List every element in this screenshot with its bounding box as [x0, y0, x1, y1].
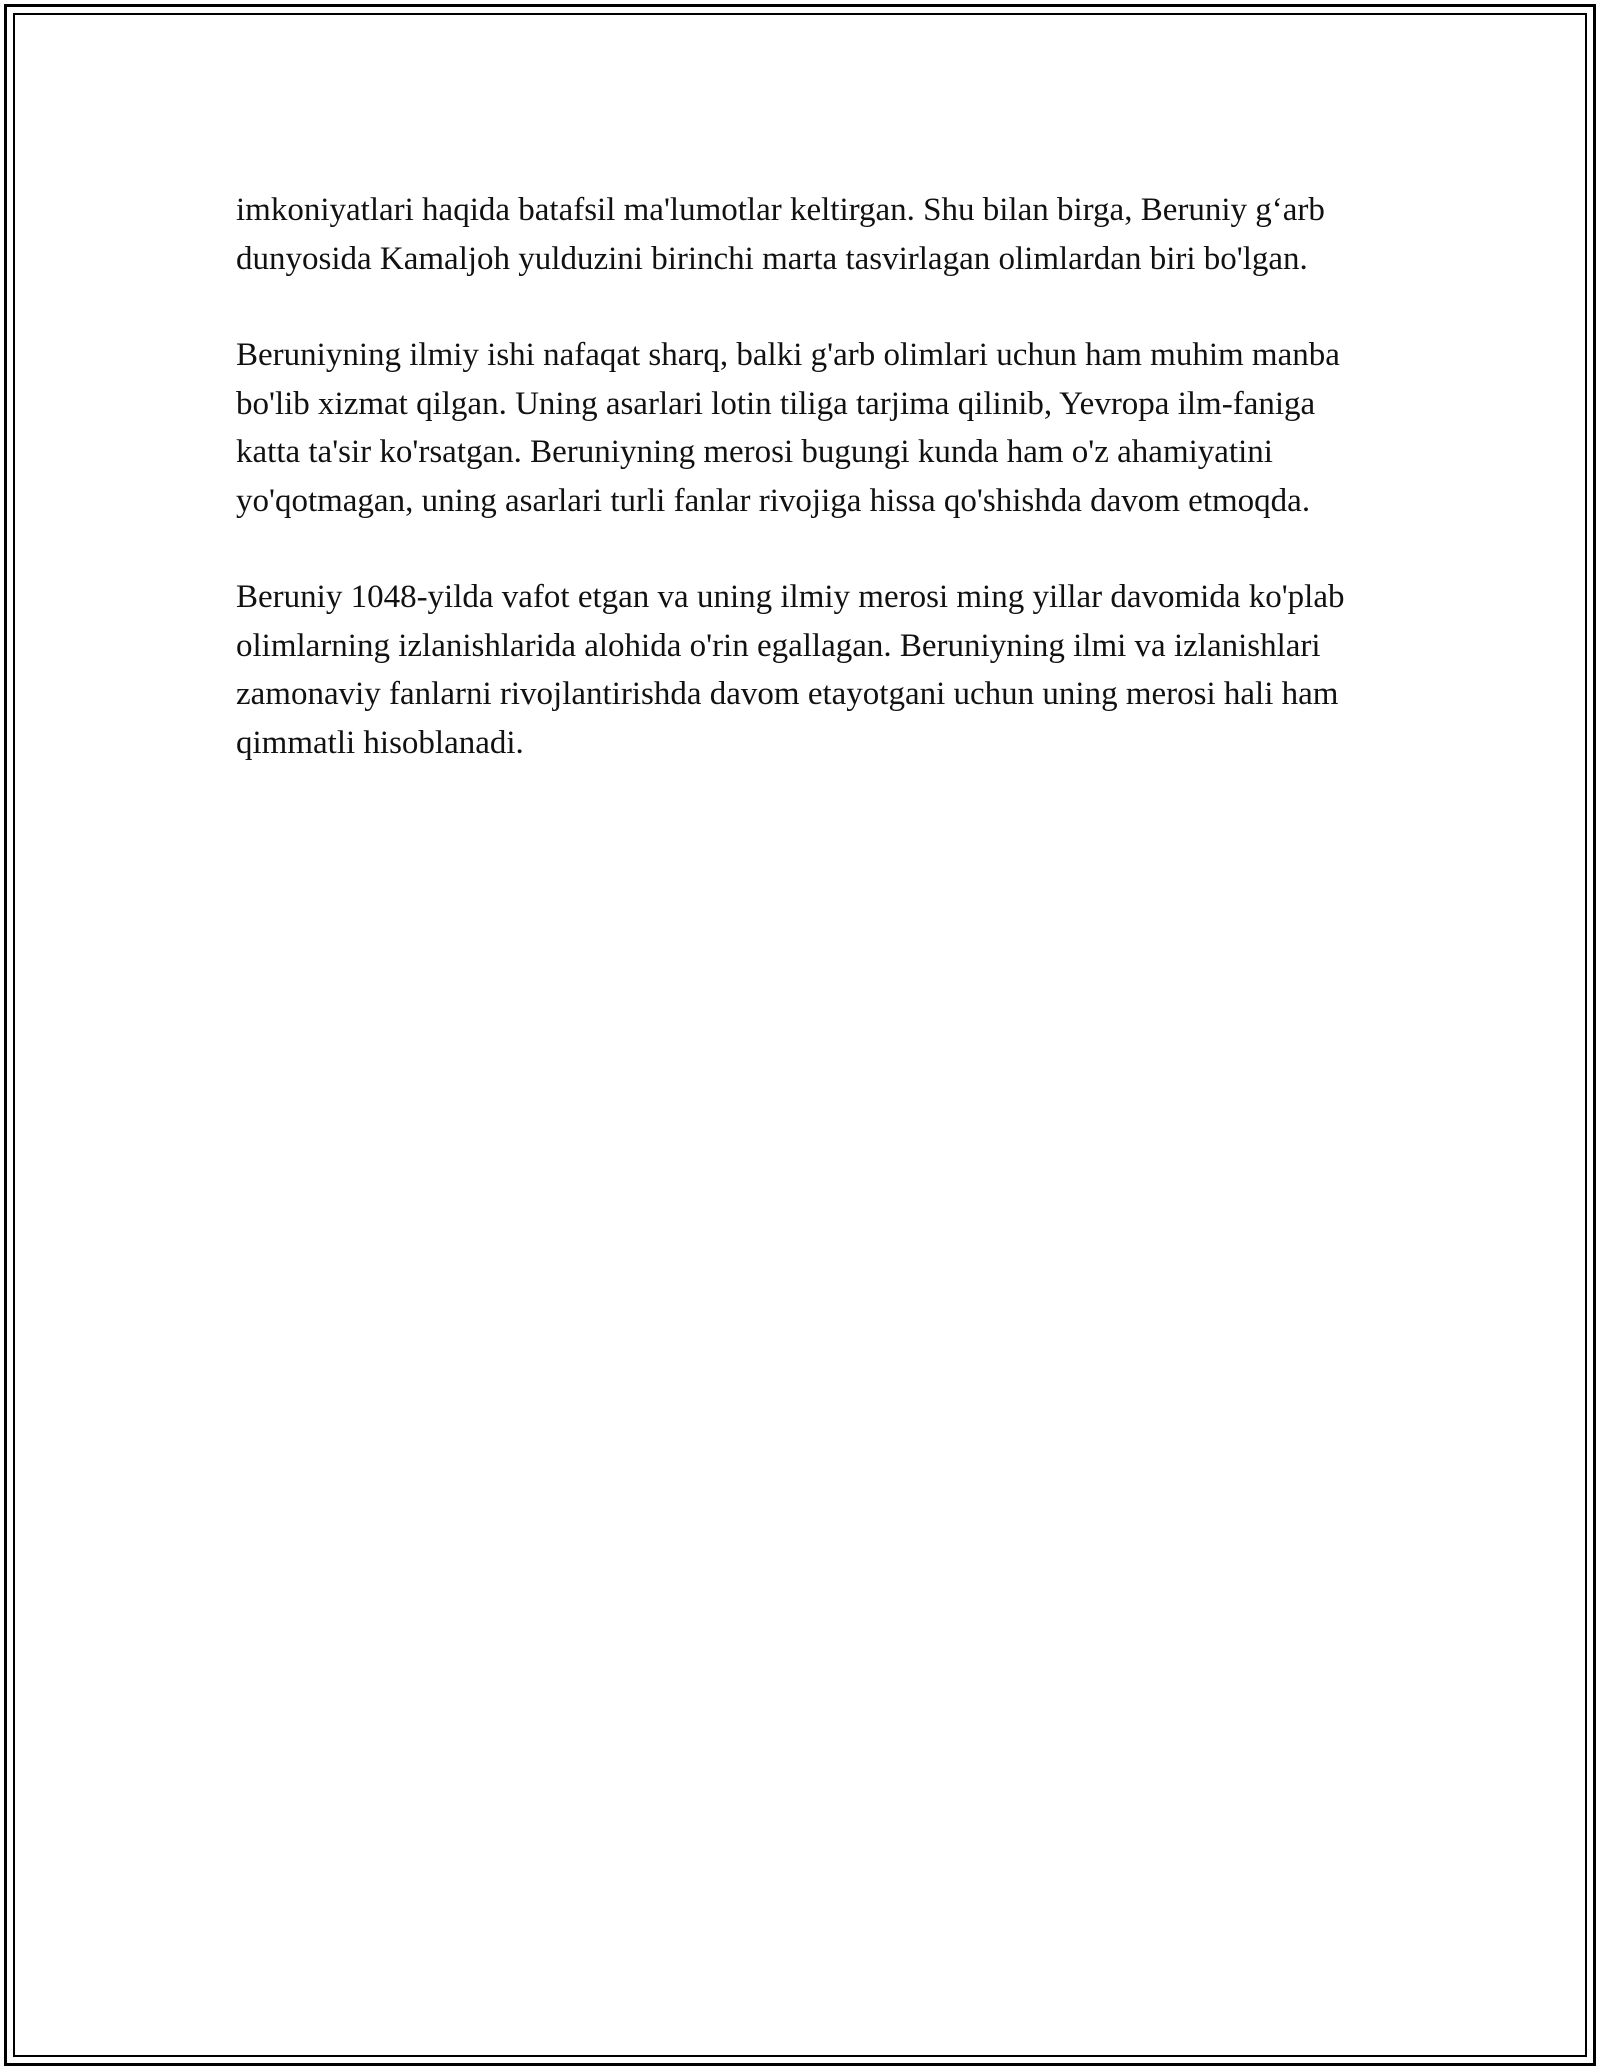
paragraph-2: Beruniyning ilmiy ishi nafaqat sharq, balki g'arb olimlari uchun ham muhim manba bo'lib xizmat qilgan. Uning asarlari lotin tiliga tarjima qilinib, Yevropa ilm-faniga katta ta'sir ko'rsatgan. Beruniyning merosi bugungi kunda ham o'z ahamiyatini yo'qotmagan, uning asarlari turli fanlar rivojiga hissa qo'shishda davom etmoqda.: [236, 337, 1340, 519]
paragraph-1: imkoniyatlari haqida batafsil ma'lumotlar keltirgan. Shu bilan birga, Beruniy g‘arb dunyosida Kamaljoh yulduzini birinchi marta tasvirlagan olimlardan biri bo'lgan.: [236, 192, 1325, 277]
document-body: [236, 186, 1366, 815]
paragraph-3: Beruniy 1048-yilda vafot etgan va uning ilmiy merosi ming yillar davomida ko'plab olimlarning izlanishlarida alohida o'rin egallagan. Beruniyning ilmi va izlanishlari zamonaviy fanlarni rivojlantirishda davom etayotgani uchun uning merosi hali ham qimmatli hisoblanadi.: [236, 579, 1345, 761]
